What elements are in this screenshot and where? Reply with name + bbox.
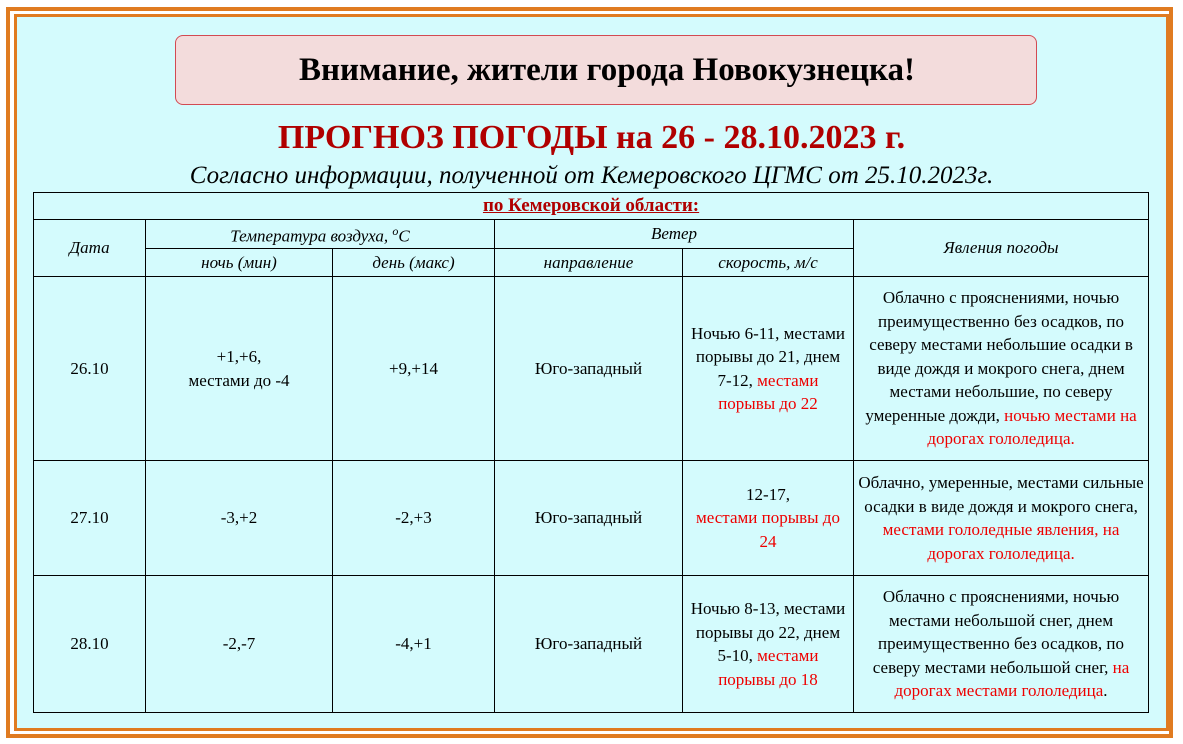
table-row [34,461,1149,576]
row-day-temp: +9,+14 [333,277,495,461]
header-row-1 [34,220,1149,249]
row-night-temp: -2,-7 [146,576,333,713]
header-temperature: Температура воздуха, $^о$С [146,220,495,249]
table-row [34,576,1149,713]
row-night-temp: -3,+2 [146,461,333,576]
row-date: 28.10 [34,576,146,713]
row-wind-direction: Юго-западный [495,277,683,461]
row-wind-direction: Юго-западный [495,461,683,576]
row-date: 26.10 [34,277,146,461]
header-date: Дата [34,220,146,277]
header-day: день (макс) [333,249,495,277]
forecast-headline: ПРОГНОЗ ПОГОДЫ на 26 - 28.10.2023 г. [277,119,906,156]
header-direction: направление [495,249,683,277]
row-wind-speed: 12-17, местами порывы до 24 [683,461,854,576]
banner-title: Внимание, жители города Новокузнецка! [299,51,915,88]
row-wind-direction: Юго-западный [495,576,683,713]
row-phenomena: Облачно, умеренные, местами сильные осадки в виде дождя и мокрого снега, местами гололедные явления, на дорогах гололедица. [854,461,1149,576]
region-row [34,193,1149,220]
row-night-temp: +1,+6, местами до -4 [146,277,333,461]
forecast-table [33,192,1149,713]
header-wind: Ветер [495,220,854,249]
row-date: 27.10 [34,461,146,576]
header-phenomena: Явления погоды [854,220,1149,277]
header-speed: скорость, м/с [683,249,854,277]
attention-banner [175,35,1037,105]
row-phenomena: Облачно с прояснениями, ночью местами небольшой снег, днем преимущественно без осадков, по северу местами небольшой снег, на дорогах местами гололедица. [854,576,1149,713]
table-row [34,277,1149,461]
row-day-temp: -4,+1 [333,576,495,713]
source-subline: Согласно информации, полученной от Кемеровского ЦГМС от 25.10.2023г. [189,162,994,189]
row-wind-speed: Ночью 8-13, местами порывы до 22, днем 5-10, местами порывы до 18 [683,576,854,713]
row-wind-speed: Ночью 6-11, местами порывы до 21, днем 7-12, местами порывы до 22 [683,277,854,461]
region-label: по Кемеровской области: [482,195,700,217]
row-phenomena: Облачно с прояснениями, ночью преимущественно без осадков, по северу местами небольшие осадки в виде дождя и мокрого снега, днем местами небольшие, по северу умеренные дожди, ночью местами на дорогах гололедица. [854,277,1149,461]
header-night: ночь (мин) [146,249,333,277]
row-day-temp: -2,+3 [333,461,495,576]
